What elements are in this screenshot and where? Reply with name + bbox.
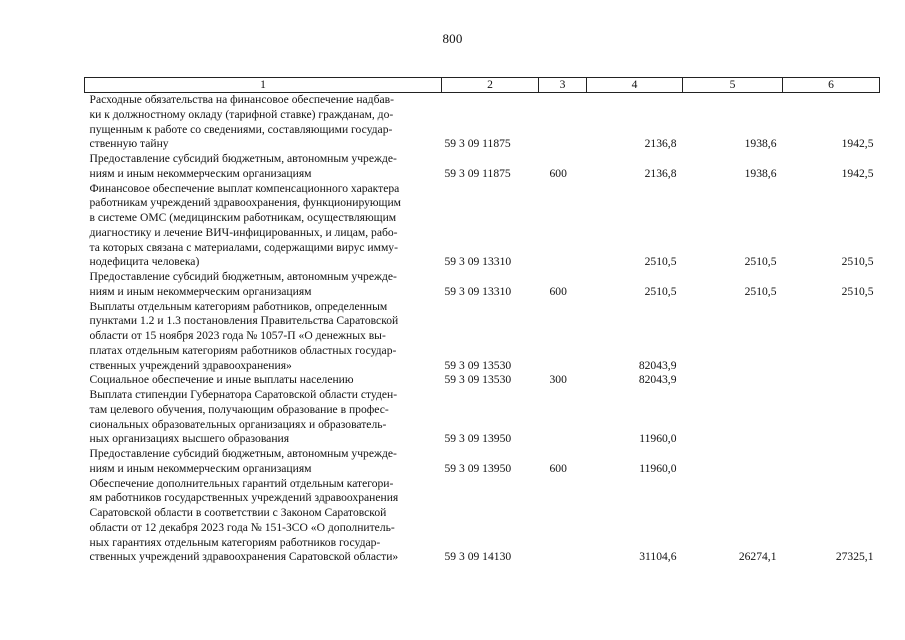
row-amount-col-4: 2510,5 [644, 255, 677, 269]
row-target-code: 59 3 09 13310 [444, 284, 512, 298]
row-amount-col-4: 11960,0 [639, 432, 677, 446]
description-line: ственных учреждений здравоохранения Саратовской области» [89, 550, 399, 564]
row-amount-col-5 [683, 388, 783, 447]
description-line: области от 15 ноября 2023 года № 1057-П «О денежных вы- [89, 329, 386, 342]
description-line: платах отдельным категориям работников областных государ- [89, 343, 397, 357]
row-amount-col-5: 26274,1 [738, 550, 777, 564]
row-description [85, 93, 442, 153]
row-amount-col-4: 82043,9 [638, 358, 677, 372]
row-amount-col-5 [683, 300, 783, 374]
description-line: пущенным к работе со сведениями, составляющими государ- [89, 122, 393, 136]
header-col-5: 5 [683, 78, 783, 93]
description-line: в системе ОМС (медицинским работникам, осуществляющим [89, 211, 397, 224]
row-amount-col-6 [783, 300, 880, 374]
description-line: нодефицита человека) [89, 255, 200, 269]
row-expense-type [539, 300, 587, 374]
description-line: ственных учреждений здравоохранения» [89, 358, 292, 372]
row-amount-col-6: 1942,5 [841, 137, 874, 151]
budget-table [84, 77, 880, 565]
description-line: там целевого обучения, получающим образование в профес- [89, 402, 389, 416]
description-line: области от 12 декабря 2023 года № 151-ЗСО «О дополнитель- [89, 520, 395, 534]
header-col-4: 4 [587, 78, 683, 93]
description-line: Предоставление субсидий бюджетным, автономным учрежде- [89, 152, 397, 165]
header-col-3: 3 [539, 78, 587, 93]
description-line: ниям и иным некоммерческим организациям [89, 166, 312, 180]
row-expense-type [539, 93, 587, 153]
row-amount-col-6: 1942,5 [841, 166, 874, 180]
description-line: Социальное обеспечение и иные выплаты населению [89, 373, 354, 387]
description-line: Обеспечение дополнительных гарантий отдельным категори- [89, 476, 394, 490]
row-amount-col-4: 11960,0 [639, 461, 677, 475]
row-expense-type: 600 [549, 166, 567, 180]
row-target-code: 59 3 09 13310 [444, 255, 512, 269]
table-row [85, 93, 880, 153]
description-line: Финансовое обеспечение выплат компенсационного характера [89, 181, 400, 195]
row-amount-col-6 [783, 447, 880, 477]
row-description [85, 373, 442, 388]
row-description [85, 270, 442, 300]
page-number: 800 [442, 31, 463, 46]
header-row [85, 78, 880, 93]
row-amount-col-4: 31104,6 [639, 550, 677, 564]
description-line: ных организациях высшего образования [89, 432, 290, 446]
description-line: ки к должностному окладу (тарифной ставке) гражданам, до- [89, 107, 394, 121]
row-target-code: 59 3 09 14130 [444, 550, 512, 564]
row-target-code: 59 3 09 11875 [444, 166, 511, 180]
table-row [85, 373, 880, 388]
description-line: сиональных образовательных организациях и образователь- [89, 417, 387, 431]
table-header [85, 78, 880, 93]
header-col-6: 6 [783, 78, 880, 93]
description-line: Саратовской области в соответствии с Законом Саратовской [89, 506, 387, 519]
row-description [85, 447, 442, 477]
description-line: ниям и иным некоммерческим организациям [89, 284, 312, 298]
row-target-code: 59 3 09 13950 [444, 432, 512, 446]
description-line: Выплаты отдельным категориям работников, определенным [89, 299, 388, 313]
description-line: та которых связана с материалами, содержащими вирус имму- [89, 240, 398, 254]
row-amount-col-4: 82043,9 [638, 373, 677, 387]
row-amount-col-6 [783, 373, 880, 388]
header-col-1: 1 [85, 78, 442, 93]
description-line: ственную тайну [89, 137, 169, 151]
description-line: ных гарантиях отдельным категориям работников государ- [89, 535, 381, 549]
row-amount-col-4: 2136,8 [644, 166, 677, 180]
table-body [85, 93, 880, 566]
description-line: пунктами 1.2 и 1.3 постановления Правительства Саратовской [89, 314, 399, 328]
description-line: Выплата стипендии Губернатора Саратовской области студен- [89, 388, 398, 401]
row-description [85, 182, 442, 271]
row-description [85, 152, 442, 182]
row-amount-col-5: 1938,6 [744, 137, 777, 151]
row-expense-type: 600 [549, 284, 567, 298]
description-line: Расходные обязательства на финансовое обеспечение надбав- [89, 93, 394, 106]
table-row [85, 388, 880, 447]
description-line: ям работников государственных учреждений здравоохранения [89, 491, 399, 505]
row-amount-col-5 [683, 373, 783, 388]
table-row [85, 270, 880, 300]
description-line: диагностику и лечение ВИЧ-инфицированных, и лицам, рабо- [89, 225, 398, 239]
row-amount-col-5 [683, 447, 783, 477]
row-amount-col-6: 2510,5 [841, 255, 874, 269]
description-line: Предоставление субсидий бюджетным, автономным учрежде- [89, 447, 397, 460]
table-row [85, 447, 880, 477]
header-col-2: 2 [442, 78, 539, 93]
row-description [85, 477, 442, 566]
row-amount-col-5: 1938,6 [744, 166, 777, 180]
table-row [85, 477, 880, 566]
row-target-code: 59 3 09 13530 [444, 358, 512, 372]
row-amount-col-6: 27325,1 [835, 550, 874, 564]
row-expense-type [539, 182, 587, 271]
row-amount-col-4: 2510,5 [644, 284, 677, 298]
row-target-code: 59 3 09 13950 [444, 461, 512, 475]
row-amount-col-6: 2510,5 [841, 284, 874, 298]
row-expense-type: 600 [549, 461, 567, 475]
table-row [85, 152, 880, 182]
row-expense-type [539, 477, 587, 566]
row-amount-col-6 [783, 388, 880, 447]
row-description [85, 388, 442, 447]
table-row [85, 182, 880, 271]
row-target-code: 59 3 09 11875 [444, 137, 511, 151]
description-line: ниям и иным некоммерческим организациям [89, 461, 312, 475]
row-description [85, 300, 442, 374]
description-line: Предоставление субсидий бюджетным, автономным учрежде- [89, 270, 397, 283]
description-line: работникам учреждений здравоохранения, функционирующим [89, 196, 402, 210]
row-amount-col-5: 2510,5 [744, 255, 777, 269]
table-row [85, 300, 880, 374]
row-amount-col-5: 2510,5 [744, 284, 777, 298]
row-expense-type: 300 [549, 373, 567, 387]
row-target-code: 59 3 09 13530 [444, 373, 512, 387]
row-expense-type [539, 388, 587, 447]
row-amount-col-4: 2136,8 [644, 137, 677, 151]
